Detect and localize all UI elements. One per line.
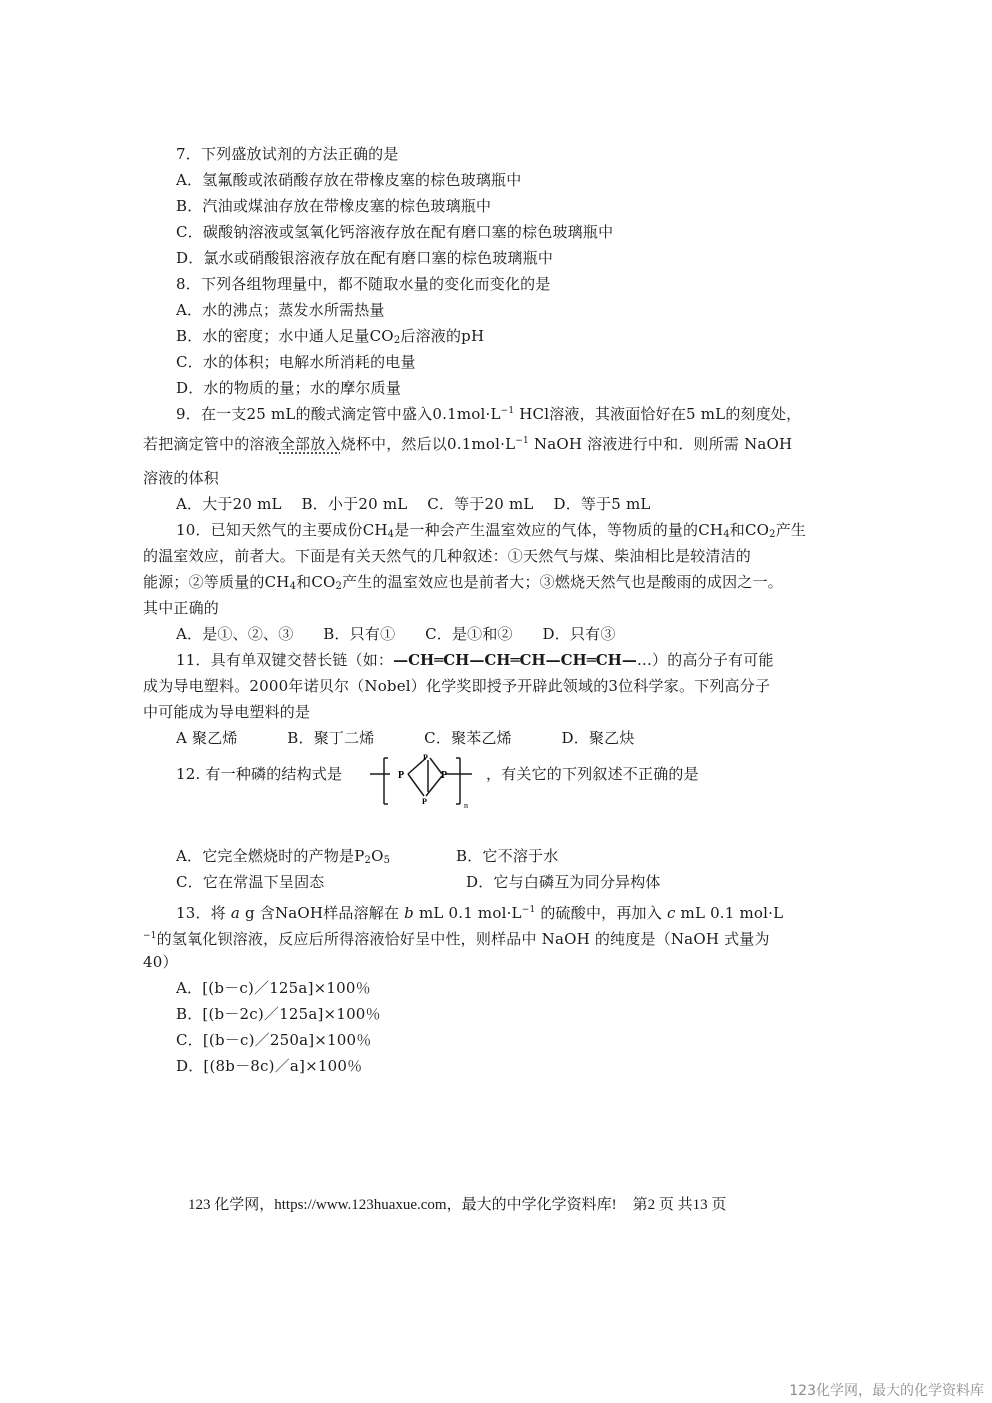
q8-option-b: B．水的密度；水中通人足量$CO_2$后溶液的pH (176, 327, 485, 346)
page-footer (188, 1193, 726, 1214)
watermark-text: 123化学网，最大的化学资料库 (789, 1383, 984, 1399)
q9-options: A．大于20 mL B．小于20 mL C．等于20 mL D．等于5 mL (176, 495, 651, 513)
q7-option-c: C．碳酸钠溶液或氢氧化钙溶液存放在配有磨口塞的棕色玻璃瓶中 (176, 223, 614, 241)
q10-line-2: 的温室效应，前者大。下面是有关天然气的几种叙述：①天然气与煤、柴油相比是较清洁的 (143, 547, 752, 565)
q12-option-b: B．它不溶于水 (456, 847, 559, 865)
q13-option-d: D．[(8b－8c)／a]×100％ (176, 1057, 363, 1075)
q13-option-a: A．[(b－c)／125a]×100％ (176, 979, 371, 997)
q8-option-a: A．水的沸点；蒸发水所需热量 (176, 301, 385, 319)
q13-line-2: $^{-1}$的氢氧化钡溶液，反应后所得溶液恰好呈中性，则样品中 NaOH 的纯度是（NaOH 式量为 (143, 930, 770, 948)
footer-site-text: 123 化学网，https://www.123huaxue.com，最大的中学化学资料库! (188, 1197, 617, 1213)
q13-option-c: C．[(b－c)／250a]×100％ (176, 1031, 372, 1049)
q8-option-c: C．水的体积；电解水所消耗的电量 (176, 353, 416, 371)
p-atom-bottom: P (422, 797, 427, 806)
page-number: 第2 页 共13 页 (632, 1197, 727, 1213)
q9-line-2: 若把滴定管中的溶液全部放入烧杯中，然后以$0.1mol\cdot L^{-1}$ NaOH 溶液进行中和．则所需 NaOH (143, 435, 793, 453)
q7-stem: 7．下列盛放试剂的方法正确的是 (176, 145, 399, 163)
q10-line-4: 其中正确的 (143, 599, 220, 617)
q8-option-d: D．水的物质的量；水的摩尔质量 (176, 379, 402, 397)
q11-line-2: 成为导电塑料。2000年诺贝尔（Nobel）化学奖即授予开辟此领域的3位科学家。下列高分子 (143, 677, 771, 695)
q7-option-d: D．氯水或硝酸银溶液存放在配有磨口塞的棕色玻璃瓶中 (176, 249, 554, 267)
q13-line-3: 40） (143, 953, 178, 971)
phosphorus-structure-diagram (368, 752, 486, 812)
q11-line-1: 11．具有单双键交替长链（如：—CH═CH—CH═CH—CH═CH—…）的高分子有可能 (176, 651, 774, 669)
q13-option-b: B．[(b－2c)／125a]×100％ (176, 1005, 381, 1023)
q12-option-c: C．它在常温下呈固态 (176, 873, 325, 891)
q11-options: A 聚乙烯 B．聚丁二烯 C．聚苯乙烯 D．聚乙炔 (176, 729, 635, 747)
q10-line-3: 能源；②等质量的$CH_4$和$CO_2$产生的温室效应也是前者大；③燃烧天然气也是酸雨的成因之一。 (143, 573, 783, 592)
q10-options: A．是①、②、③ B．只有① C．是①和② D．只有③ (176, 625, 616, 643)
q9-line-1: 9．在一支25 mL的酸式滴定管中盛入$0.1mol\cdot L^{-1}$ HCl溶液，其液面恰好在5 mL的刻度处， (176, 405, 802, 423)
q8-stem: 8．下列各组物理量中，都不随取水量的变化而变化的是 (176, 275, 551, 293)
q7-option-b: B．汽油或煤油存放在带橡皮塞的棕色玻璃瓶中 (176, 197, 492, 215)
q9-line-3: 溶液的体积 (143, 469, 220, 487)
p-atom-left: P (398, 770, 405, 781)
q12-stem-pre: 12. 有一种磷的结构式是 (176, 765, 343, 783)
p-atom-right: P (441, 770, 448, 781)
repeat-n: n (464, 801, 468, 810)
q13-line-1: 13．将 a g 含NaOH样品溶解在 b mL 0.1 $mol\cdot L^{-1}$ 的硫酸中，再加入 c mL 0.1 mol·L (176, 904, 784, 922)
polyene-chain: —CH═CH—CH═CH—CH═CH— (393, 651, 637, 669)
q12-option-d: D．它与白磷互为同分异构体 (466, 873, 661, 891)
q10-line-1: 10．已知天然气的主要成份$CH_4$是一种会产生温室效应的气体，等物质的量的$CH_4$和$CO_2$产生 (176, 521, 807, 540)
q7-option-a: A．氢氟酸或浓硝酸存放在带橡皮塞的棕色玻璃瓶中 (176, 171, 522, 189)
q12-option-a: A．它完全燃烧时的产物是$P_2O_5$ (176, 847, 391, 866)
p-atom-top: P (423, 753, 428, 762)
q11-line-3: 中可能成为导电塑料的是 (143, 703, 311, 721)
q12-stem-post: ，有关它的下列叙述不正确的是 (486, 765, 699, 783)
